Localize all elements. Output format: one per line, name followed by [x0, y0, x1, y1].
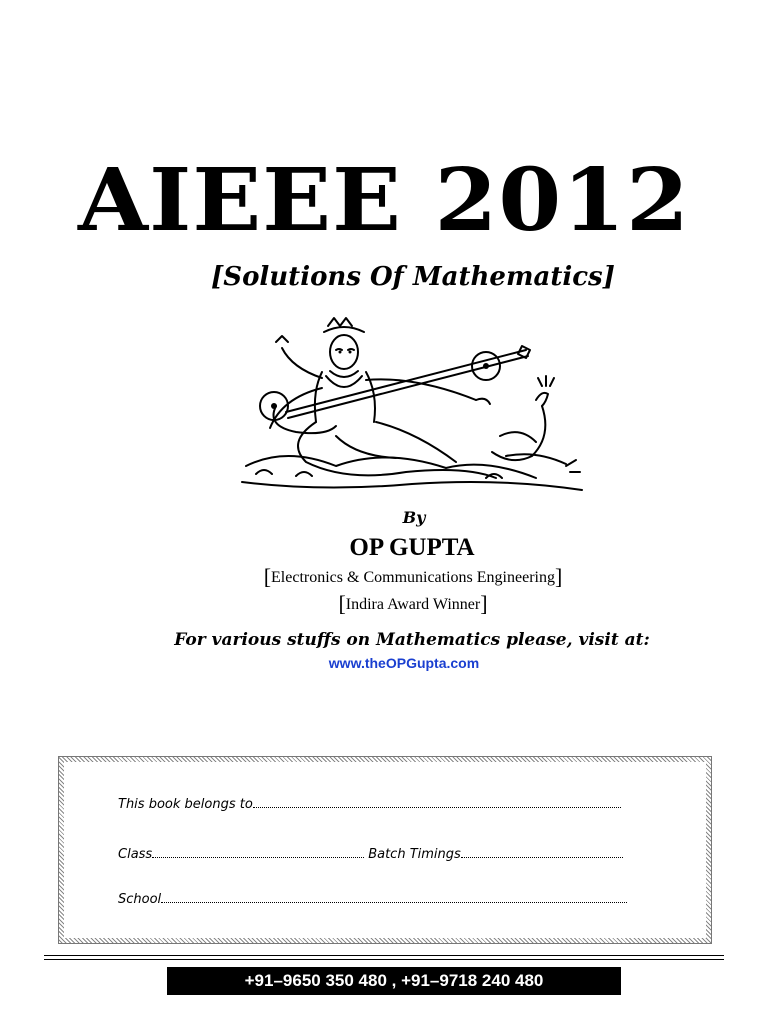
- affiliation-award-text: Indira Award Winner: [345, 596, 481, 613]
- school-field[interactable]: [161, 892, 627, 903]
- saraswati-illustration-icon: [236, 316, 596, 496]
- batch-timings-field[interactable]: [461, 847, 623, 858]
- visit-text: For various stuffs on Mathematics please, visit at:: [174, 630, 650, 650]
- subtitle: [Solutions Of Mathematics]: [210, 262, 615, 292]
- class-batch-line: [118, 847, 623, 862]
- batch-timings-label: Batch Timings: [368, 847, 461, 862]
- affiliation-department: [Electronics & Communications Engineering]: [263, 564, 563, 589]
- author-name: OP GUPTA: [349, 534, 475, 561]
- footer-rule-top: [44, 955, 724, 956]
- by-label: By: [402, 508, 426, 527]
- phone-numbers-bar: +91–9650 350 480 , +91–9718 240 480: [167, 967, 621, 995]
- school-line: [118, 892, 627, 907]
- belongs-to-label: This book belongs to: [118, 797, 253, 812]
- school-label: School: [118, 892, 162, 907]
- class-field[interactable]: [152, 847, 364, 858]
- website-link[interactable]: www.theOPGupta.com: [328, 655, 480, 671]
- belongs-to-field[interactable]: [253, 797, 621, 808]
- belongs-to-line: [118, 797, 621, 812]
- affiliation-award: [Indira Award Winner]: [338, 591, 488, 616]
- affiliation-department-text: Electronics & Communications Engineering: [271, 569, 555, 586]
- main-title: AIEEE 2012: [77, 150, 691, 251]
- footer-rule-bottom: [44, 959, 724, 960]
- class-label: Class: [118, 847, 153, 862]
